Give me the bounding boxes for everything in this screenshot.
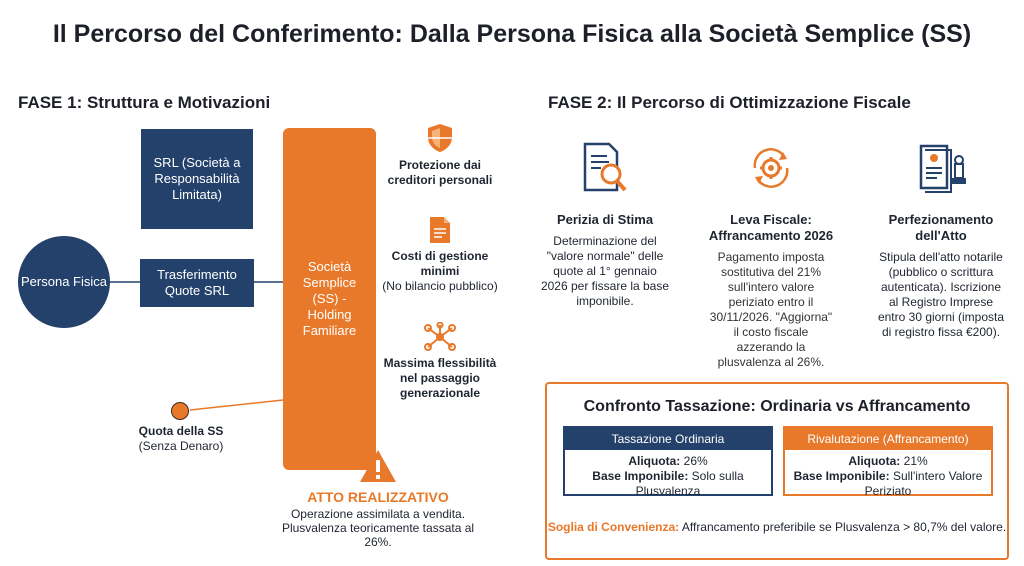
quota-dot — [171, 402, 189, 420]
comparison-title: Confronto Tassazione: Ordinaria vs Affrancamento — [583, 398, 971, 415]
threshold-label: Soglia di Convenienza: — [547, 520, 680, 534]
srl-box: SRL (Società a Responsabilità Limitata) — [141, 129, 253, 229]
step-atto — [876, 140, 1006, 340]
step-perizia-text: Determinazione del "valore normale" delle quote al 1° gennaio 2026 per fissare la base imponibile. — [540, 234, 670, 308]
page-title: Il Percorso del Conferimento: Dalla Persona Fisica alla Società Semplice (SS) — [52, 20, 972, 48]
revaluation-box — [783, 426, 993, 496]
atto-text: Operazione assimilata a vendita. Plusvalenza teoricamente tassata al 26%. — [281, 507, 475, 549]
ordinary-taxation-box — [563, 426, 773, 496]
document-icon — [428, 215, 452, 245]
warning-icon — [358, 448, 398, 484]
benefit-costs-title: Costi di gestione minimi — [391, 249, 489, 278]
atto-title: ATTO REALIZZATIVO — [307, 489, 449, 505]
magnifier-document-icon — [579, 140, 631, 196]
gear-cycle-icon — [745, 140, 797, 196]
phase1-title: FASE 1: Struttura e Motivazioni — [18, 93, 271, 112]
benefit-costs-text: (No bilancio pubblico) — [382, 279, 498, 293]
revaluation-rate-value: 21% — [903, 454, 928, 468]
ordinary-rate-value: 26% — [683, 454, 708, 468]
comparison-panel — [545, 382, 1009, 560]
benefit-flexibility — [380, 322, 500, 401]
atto-realizzativo — [278, 448, 478, 549]
step-atto-title: Perfezionamento dell'Atto — [888, 212, 994, 243]
notary-deed-icon — [915, 140, 967, 196]
benefit-costs — [380, 215, 500, 294]
revaluation-base-value: Sull'intero Valore Periziato — [864, 469, 983, 498]
benefit-protection — [380, 122, 500, 188]
phase2-title: FASE 2: Il Percorso di Ottimizzazione Fiscale — [548, 93, 911, 112]
quota-sub: (Senza Denaro) — [138, 439, 224, 453]
quota-label — [125, 424, 237, 454]
benefit-protection-title: Protezione dai creditori personali — [387, 158, 493, 187]
step-affrancamento — [706, 140, 836, 370]
ordinary-header: Tassazione Ordinaria — [565, 428, 771, 450]
persona-fisica-node: Persona Fisica — [18, 236, 110, 328]
step-affrancamento-title: Leva Fiscale: Affrancamento 2026 — [708, 212, 834, 243]
convenience-threshold — [547, 520, 1007, 535]
step-perizia — [540, 140, 670, 309]
transfer-quote-box: Trasferimento Quote SRL — [140, 259, 254, 307]
ordinary-rate-label: Aliquota: — [628, 454, 681, 468]
revaluation-header: Rivalutazione (Affrancamento) — [785, 428, 991, 450]
revaluation-rate-label: Aliquota: — [848, 454, 901, 468]
step-affrancamento-text: Pagamento imposta sostitutiva del 21% sull'intero valore periziato entro il 30/11/2026. "Aggiorna" il costo fiscale azzerando la plusvalenza al 26%. — [709, 250, 833, 369]
ss-holding-box: Società Semplice (SS) - Holding Familiare — [283, 128, 376, 470]
step-atto-text: Stipula dell'atto notarile (pubblico o scrittura autenticata). Iscrizione al Registro Imprese entro 30 giorni (imposta di registro fissa €200). — [877, 250, 1005, 339]
shield-icon — [425, 122, 455, 154]
ordinary-base-label: Base Imponibile: — [592, 469, 689, 483]
network-icon — [422, 322, 458, 352]
threshold-text: Affrancamento preferibile se Plusvalenza > 80,7% del valore. — [681, 520, 1007, 534]
quota-title: Quota della SS — [138, 424, 224, 438]
benefit-flexibility-title: Massima flessibilità nel passaggio generazionale — [383, 356, 497, 400]
step-perizia-title: Perizia di Stima — [556, 212, 654, 227]
revaluation-base-label: Base Imponibile: — [793, 469, 890, 483]
ordinary-base-value: Solo sulla Plusvalenza — [635, 469, 744, 498]
